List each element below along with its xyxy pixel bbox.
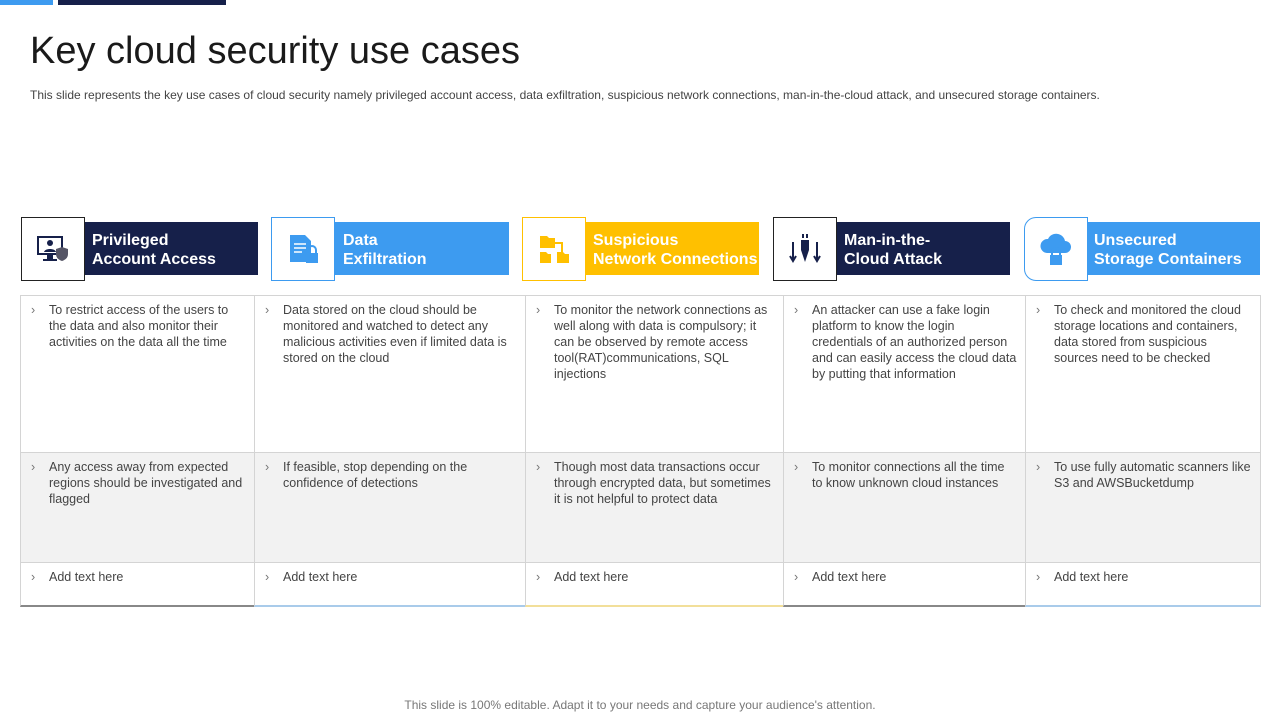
table-cell bbox=[254, 452, 525, 562]
chevron-icon: › bbox=[31, 570, 36, 584]
accent-bar-dark bbox=[58, 0, 226, 5]
table-cell bbox=[254, 562, 525, 607]
cell-text: Data stored on the cloud should be monitored and watched to detect any malicious activities even if limited data is stored on the cloud bbox=[283, 303, 507, 365]
table-cell bbox=[525, 562, 783, 607]
cell-text: To monitor the network connections as well along with data is compulsory; it can be observed by remote access tool(RAT)communications, SQL injections bbox=[554, 303, 768, 381]
column-header bbox=[833, 222, 1010, 275]
cell-text: To restrict access of the users to the data and also monitor their activities on the data all the time bbox=[49, 303, 229, 349]
cell-text: Add text here bbox=[1054, 570, 1129, 584]
header-line-1: Data bbox=[343, 232, 378, 249]
table-cell bbox=[254, 295, 525, 452]
column-header bbox=[582, 222, 759, 275]
header-line-2: Cloud Attack bbox=[844, 251, 943, 268]
footer-note: This slide is 100% editable. Adapt it to your needs and capture your audience's attention. bbox=[404, 698, 876, 712]
chevron-icon: › bbox=[265, 303, 270, 317]
table-cell bbox=[20, 295, 254, 452]
header-line-1: Privileged bbox=[92, 232, 169, 249]
header-line-2: Exfiltration bbox=[343, 251, 427, 268]
cell-text: Add text here bbox=[49, 570, 124, 584]
table-cell bbox=[525, 452, 783, 562]
header-line-2: Account Access bbox=[92, 251, 216, 268]
chevron-icon: › bbox=[794, 460, 799, 474]
cell-text: Add text here bbox=[554, 570, 629, 584]
cell-text: To monitor connections all the time to know unknown cloud instances bbox=[812, 460, 1005, 490]
subtitle: This slide represents the key use cases of cloud security namely privileged account access, data exfiltration, suspicious network connections, man-in-the-cloud attack, and unsecured storage containers. bbox=[30, 88, 1100, 102]
chevron-icon: › bbox=[1036, 460, 1041, 474]
chevron-icon: › bbox=[794, 303, 799, 317]
cell-text: To check and monitored the cloud storage locations and containers, data stored from suspicious sources need to be checked bbox=[1054, 303, 1241, 365]
table-cell bbox=[783, 295, 1025, 452]
attack-arrows-icon bbox=[773, 217, 837, 281]
cell-text: Add text here bbox=[812, 570, 887, 584]
table-cell bbox=[525, 295, 783, 452]
page-title: Key cloud security use cases bbox=[30, 30, 521, 72]
cell-text: Any access away from expected regions should be investigated and flagged bbox=[49, 460, 243, 506]
chevron-icon: › bbox=[265, 570, 270, 584]
header-line-2: Storage Containers bbox=[1094, 251, 1242, 268]
column-header bbox=[1083, 222, 1260, 275]
chevron-icon: › bbox=[794, 570, 799, 584]
chevron-icon: › bbox=[265, 460, 270, 474]
header-line-1: Suspicious bbox=[593, 232, 679, 249]
table-cell bbox=[20, 452, 254, 562]
table-cell bbox=[783, 562, 1025, 607]
document-lock-icon bbox=[271, 217, 335, 281]
chevron-icon: › bbox=[1036, 303, 1041, 317]
cell-text: To use fully automatic scanners like S3 and AWSBucketdump bbox=[1054, 460, 1251, 490]
accent-bar bbox=[0, 0, 53, 5]
table-cell bbox=[20, 562, 254, 607]
folder-network-icon bbox=[522, 217, 586, 281]
cell-text: If feasible, stop depending on the confidence of detections bbox=[283, 460, 468, 490]
column-header bbox=[332, 222, 509, 275]
chevron-icon: › bbox=[536, 460, 541, 474]
cell-text: Though most data transactions occur through encrypted data, but sometimes it is not helpful to protect data bbox=[554, 460, 771, 506]
header-line-1: Unsecured bbox=[1094, 232, 1177, 249]
table-cell bbox=[1025, 452, 1261, 562]
cell-text: Add text here bbox=[283, 570, 358, 584]
chevron-icon: › bbox=[536, 303, 541, 317]
table-cell bbox=[1025, 562, 1261, 607]
chevron-icon: › bbox=[536, 570, 541, 584]
header-line-1: Man-in-the- bbox=[844, 232, 931, 249]
chevron-icon: › bbox=[31, 460, 36, 474]
table-cell bbox=[1025, 295, 1261, 452]
monitor-user-shield-icon bbox=[21, 217, 85, 281]
cell-text: An attacker can use a fake login platform to know the login credentials of an authorized person and can easily access the cloud data by putting that information bbox=[812, 303, 1017, 381]
table-cell bbox=[783, 452, 1025, 562]
chevron-icon: › bbox=[31, 303, 36, 317]
chevron-icon: › bbox=[1036, 570, 1041, 584]
column-header bbox=[81, 222, 258, 275]
header-line-2: Network Connections bbox=[593, 251, 758, 268]
cloud-lock-icon bbox=[1024, 217, 1088, 281]
